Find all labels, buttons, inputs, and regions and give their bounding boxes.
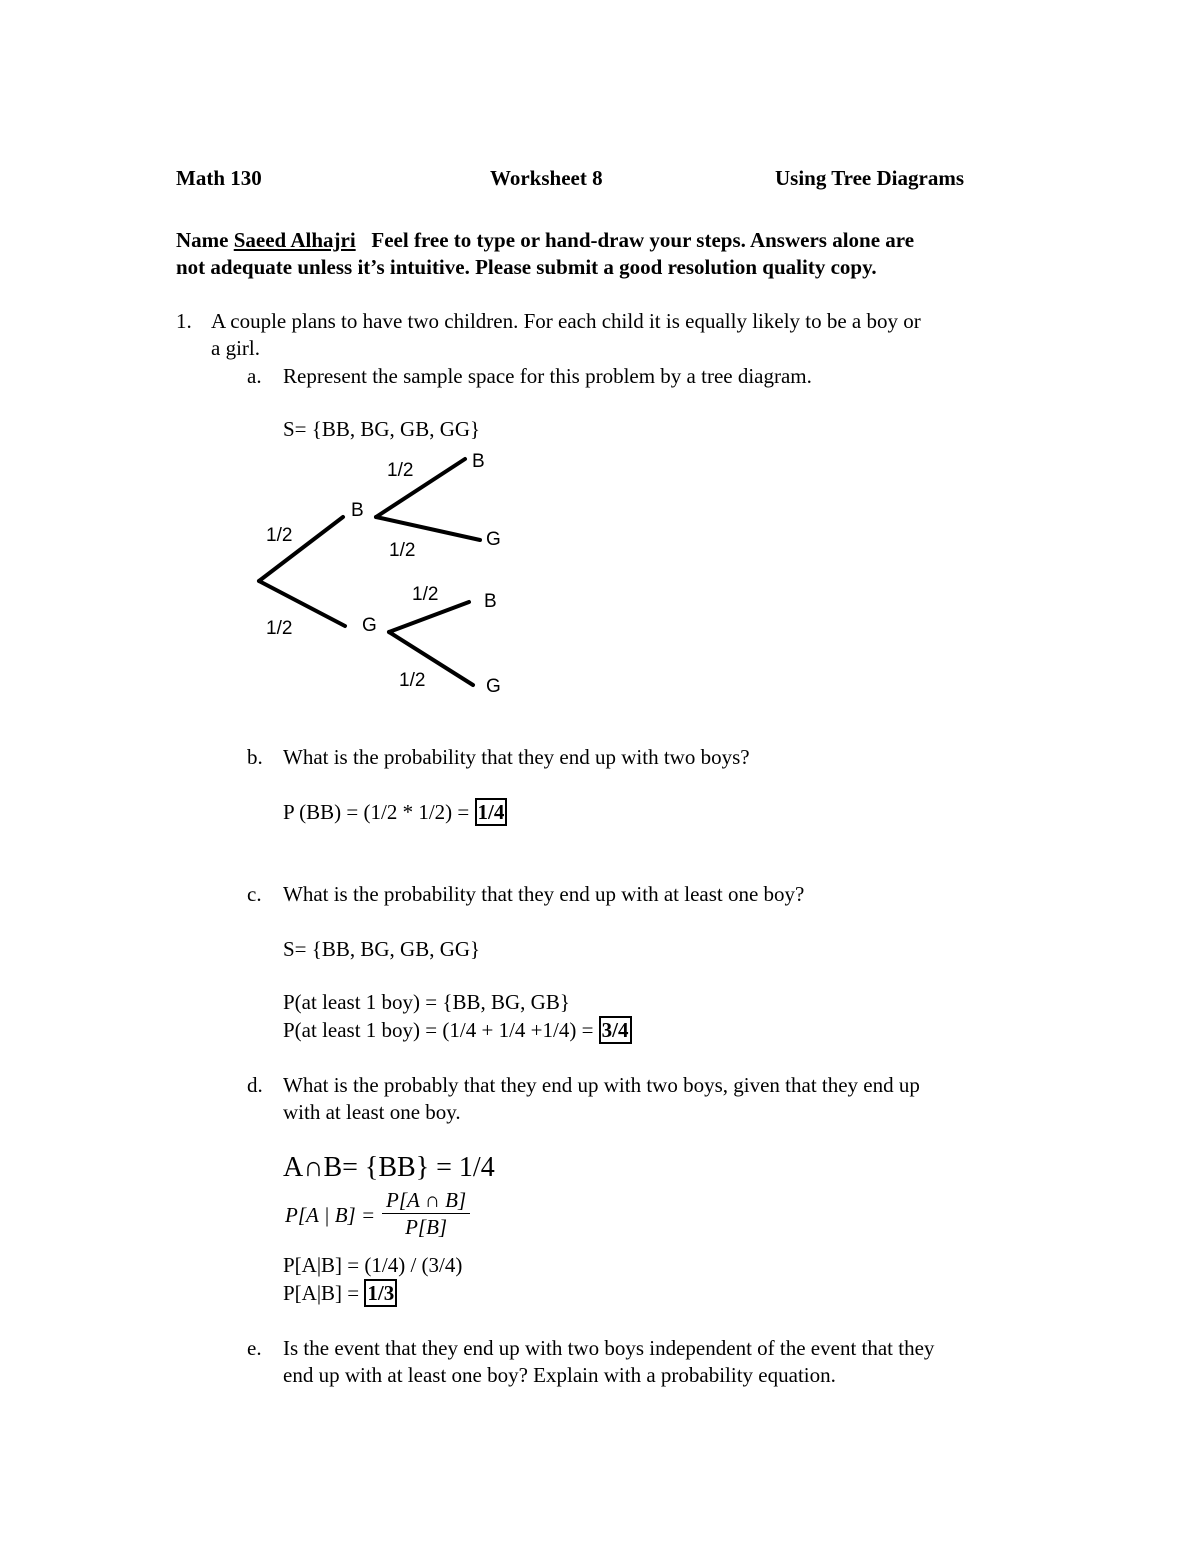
branch-b-to-g [376,517,480,540]
formula-numerator: P[A ∩ B] [382,1187,470,1214]
part-d-result-label: P[A|B] = [283,1281,360,1305]
student-name: Saeed Alhajri [233,228,356,252]
part-c-text: What is the probability that they end up with at least one boy? [283,882,805,906]
part-b-text: What is the probability that they end up with two boys? [283,745,750,769]
part-e-text-2: end up with at least one boy? Explain with a probability equation. [283,1363,836,1387]
part-d-letter: d. [247,1073,263,1097]
tree-diagram [0,0,1200,720]
formula-lhs: P[A | B] = [285,1203,376,1227]
question-text-1: A couple plans to have two children. For each child it is equally likely to be a boy or [211,309,921,333]
part-d-text-1: What is the probably that they end up with two boys, given that they end up [283,1073,920,1097]
part-a-sample-space: S= {BB, BG, GB, GG} [283,417,481,441]
part-b-letter: b. [247,745,263,769]
part-d-work: P[A|B] = (1/4) / (3/4) [283,1253,463,1277]
part-d-text-2: with at least one boy. [283,1100,461,1124]
prob-b-up: 1/2 [387,460,414,481]
part-b-equation: P (BB) = (1/2 * 1/2) = [283,800,470,824]
node-first-b: B [351,500,364,521]
formula-fraction [382,1187,470,1240]
prob-b-down: 1/2 [389,540,416,561]
topic-title: Using Tree Diagrams [775,166,964,190]
course-title: Math 130 [176,166,262,190]
part-b-work [283,800,507,825]
name-label: Name [176,228,229,252]
prob-g-up: 1/2 [412,584,439,605]
part-c-sample-space: S= {BB, BG, GB, GG} [283,937,481,961]
prob-root-down: 1/2 [266,618,293,639]
question-number: 1. [176,309,192,333]
leaf-gb: B [484,591,497,612]
part-c-work [283,1018,632,1043]
part-c-equation: P(at least 1 boy) = (1/4 + 1/4 +1/4) = [283,1018,594,1042]
branch-g-to-b [389,602,469,632]
leaf-bg: G [486,529,501,550]
leaf-bb: B [472,451,485,472]
node-first-g: G [362,615,377,636]
part-d-result [283,1281,397,1306]
part-c-answer-box: 3/4 [599,1016,632,1044]
worksheet-title: Worksheet 8 [490,166,603,190]
prob-root-up: 1/2 [266,525,293,546]
part-c-event: P(at least 1 boy) = {BB, BG, GB} [283,990,570,1014]
question-text-2: a girl. [211,336,260,360]
part-e-text-1: Is the event that they end up with two boys independent of the event that they [283,1336,935,1360]
part-c-letter: c. [247,882,262,906]
leaf-gg: G [486,676,501,697]
part-d-answer-box: 1/3 [364,1279,397,1307]
part-a-text: Represent the sample space for this problem by a tree diagram. [283,364,812,388]
formula-denominator: P[B] [405,1215,448,1239]
instructions-text-1: Feel free to type or hand-draw your steps. Answers alone are [371,228,915,252]
prob-g-down: 1/2 [399,670,426,691]
part-b-answer-box: 1/4 [475,798,508,826]
part-a-letter: a. [247,364,262,388]
part-e-letter: e. [247,1336,262,1360]
instructions-line-2: not adequate unless it’s intuitive. Please submit a good resolution quality copy. [176,255,877,279]
part-d-intersection: A∩B= {BB} = 1/4 [283,1152,495,1183]
